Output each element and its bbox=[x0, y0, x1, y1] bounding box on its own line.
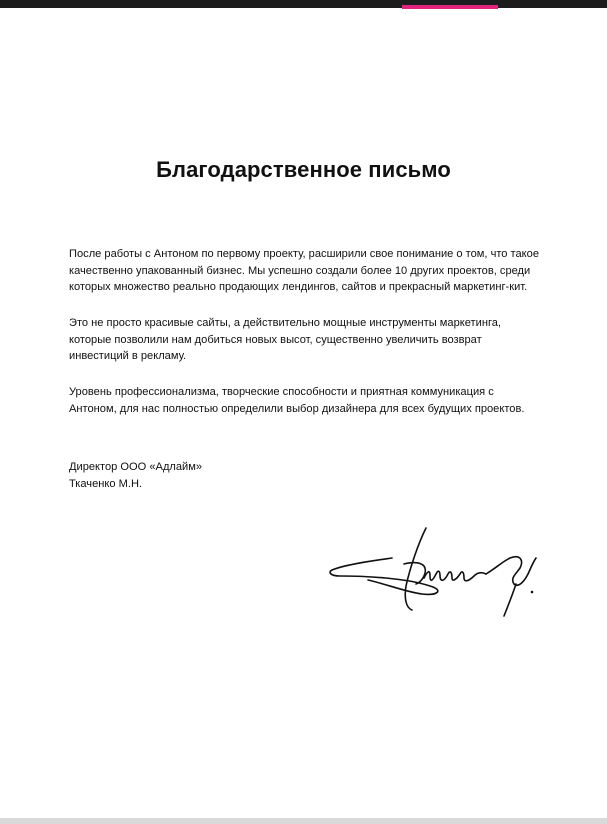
paragraph-3 bbox=[69, 384, 559, 417]
signatory-name: Ткаченко М.Н. bbox=[69, 477, 143, 490]
text-line: Уровень профессионализма, творческие способности и приятная коммуникация с bbox=[69, 386, 494, 398]
handwritten-signature bbox=[326, 524, 552, 622]
text-line: которые позволили нам добиться новых высот, существенно увеличить возврат bbox=[69, 333, 482, 346]
signatory-block bbox=[69, 459, 202, 492]
paragraph-1 bbox=[69, 246, 559, 296]
text-line: качественно упакованный бизнес. Мы успешно создали более 10 других проектов, среди bbox=[69, 264, 531, 277]
text-line: Антоном, для нас полностью определили выбор дизайнера для всех будущих проектов. bbox=[69, 402, 525, 415]
top-bar bbox=[0, 0, 607, 8]
paragraph-2 bbox=[69, 315, 559, 365]
letter-title: Благодарственное письмо bbox=[156, 157, 451, 182]
text-line: которых множество реально продающих лендингов, сайтов и прекрасный маркетинг-кит. bbox=[69, 281, 528, 293]
signatory-position: Директор ООО «Адлайм» bbox=[69, 461, 203, 473]
bottom-bar bbox=[0, 818, 607, 824]
text-line: инвестиций в рекламу. bbox=[69, 350, 187, 362]
top-accent-stripe bbox=[402, 5, 498, 9]
text-line: После работы с Антоном по первому проекту, расширили свое понимание о том, что такое bbox=[69, 248, 539, 260]
letter-body bbox=[69, 246, 559, 437]
text-line: Это не просто красивые сайты, а действительно мощные инструменты маркетинга, bbox=[69, 317, 502, 329]
